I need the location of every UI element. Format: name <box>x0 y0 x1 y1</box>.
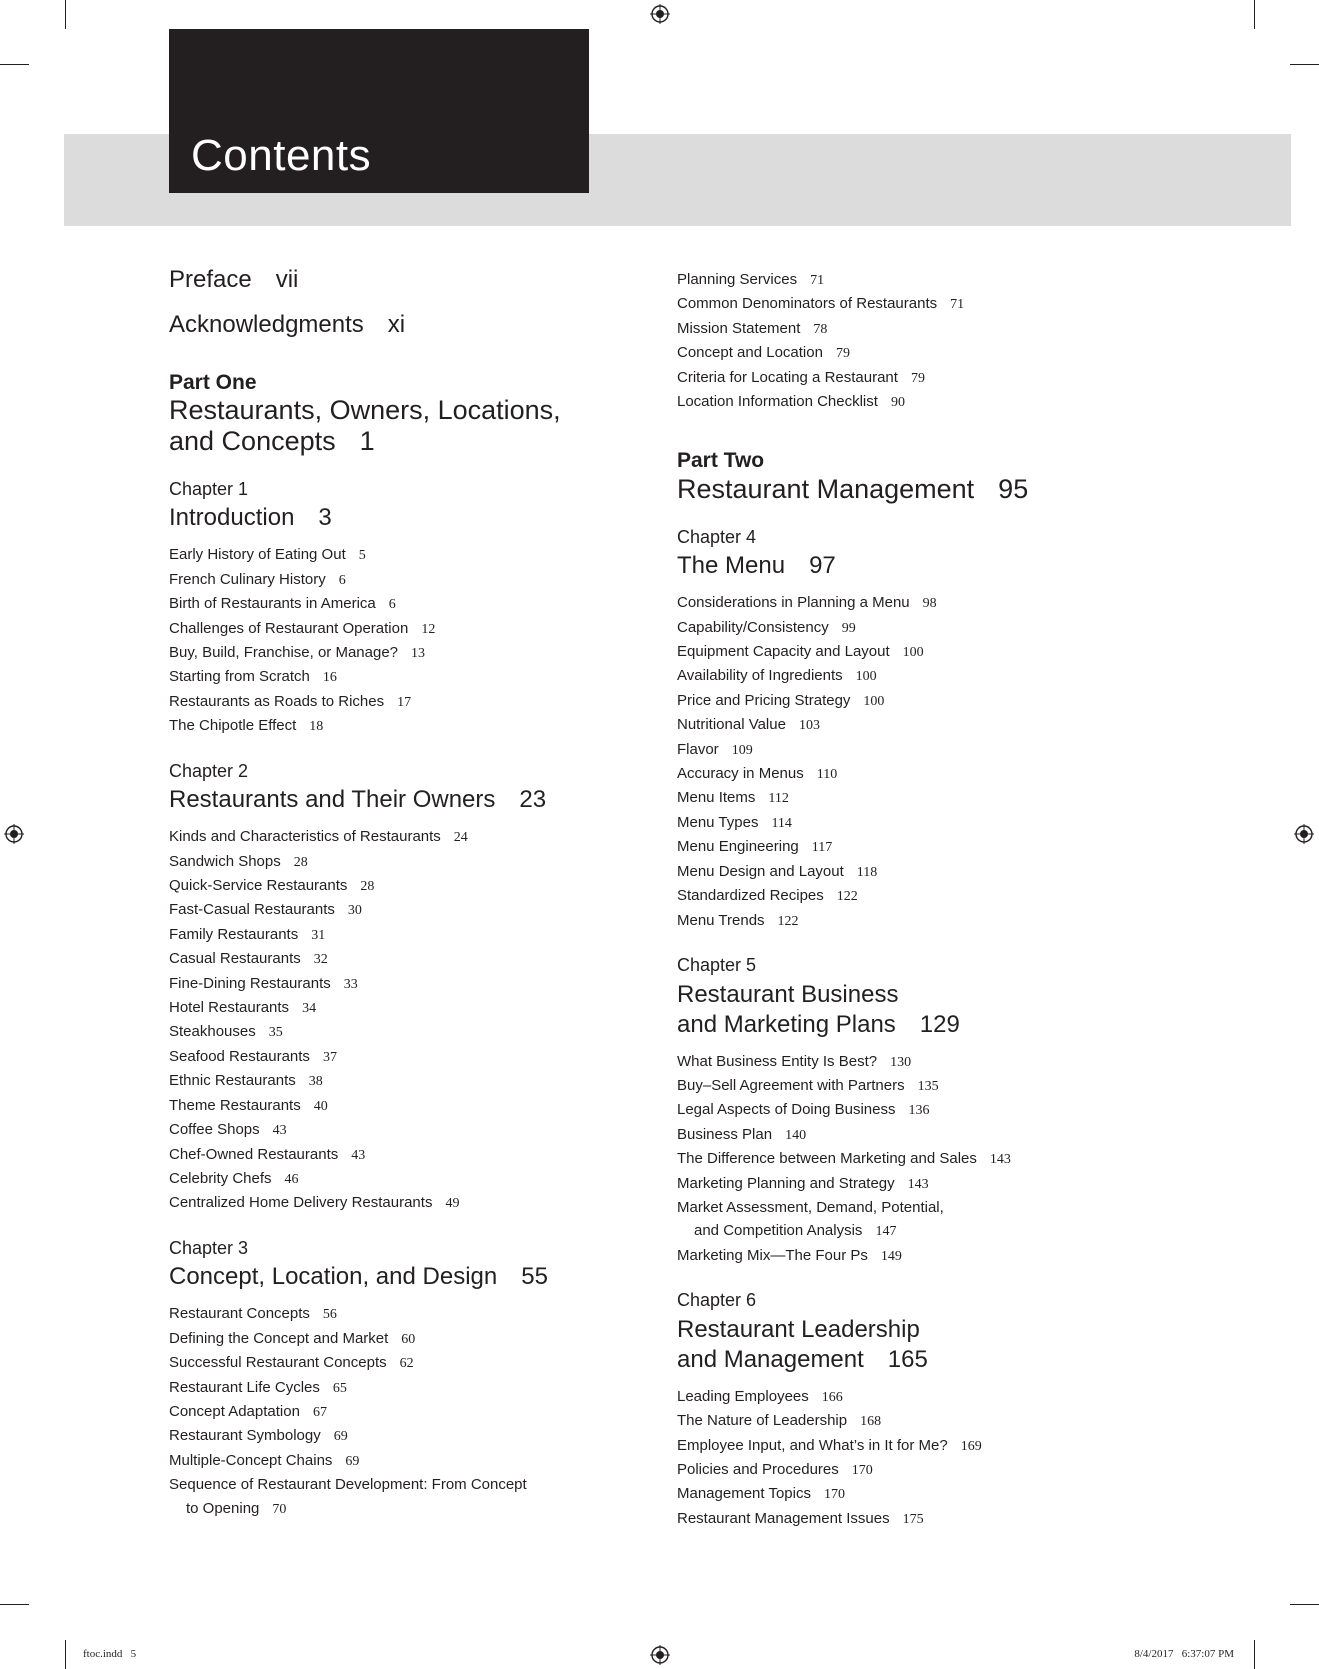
toc-entry-page: 109 <box>731 742 753 758</box>
toc-entry-title: Legal Aspects of Doing Business <box>677 1101 896 1119</box>
toc-entry-title: Nutritional Value <box>677 716 786 734</box>
toc-entry[interactable] <box>169 665 669 689</box>
toc-entry[interactable] <box>169 1167 669 1191</box>
toc-entry-page: 28 <box>360 879 375 895</box>
toc-entry-page: 18 <box>309 719 324 735</box>
toc-entry-title: The Chipotle Effect <box>169 717 297 735</box>
toc-entry-page: 90 <box>890 395 905 411</box>
toc-entry-title: Coffee Shops <box>169 1121 260 1139</box>
toc-entry-title: What Business Entity Is Best? <box>677 1052 878 1070</box>
toc-entry-title: Ethnic Restaurants <box>169 1072 296 1090</box>
toc-entry-title: Hotel Restaurants <box>169 999 290 1017</box>
chapter-title[interactable]: Concept, Location, and Design 55 <box>169 1263 548 1291</box>
toc-entry[interactable] <box>169 850 669 874</box>
toc-entry[interactable] <box>677 1098 1237 1122</box>
toc-entry-title: Availability of Ingredients <box>677 667 843 685</box>
toc-entry-page: 67 <box>312 1404 327 1420</box>
toc-entry[interactable] <box>677 664 1237 688</box>
toc-entry-title: and Competition Analysis <box>694 1222 863 1240</box>
toc-entry-title: Restaurant Life Cycles <box>169 1378 320 1396</box>
toc-entry-title: The Difference between Marketing and Sales <box>677 1150 977 1168</box>
toc-entry-page: 16 <box>322 670 337 686</box>
chapter-label: Chapter 4 <box>677 526 757 547</box>
toc-entry-page: 35 <box>268 1025 283 1041</box>
crop-mark <box>1290 64 1319 65</box>
toc-entry-page: 169 <box>960 1438 982 1454</box>
toc-entry[interactable] <box>677 390 1237 414</box>
toc-entry-page: 65 <box>332 1380 347 1396</box>
toc-entry-page: 136 <box>908 1103 930 1119</box>
toc-entry[interactable] <box>677 860 1237 884</box>
toc-entry-page: 175 <box>902 1511 924 1527</box>
toc-entry-page: 103 <box>798 718 820 734</box>
toc-entry[interactable] <box>677 1385 1237 1409</box>
toc-entry[interactable] <box>677 1482 1237 1506</box>
toc-front-matter-acknowledgments[interactable]: Acknowledgments xi <box>169 310 406 338</box>
toc-entry-title: Concept Adaptation <box>169 1402 300 1420</box>
toc-entry[interactable] <box>677 713 1237 737</box>
toc-entry[interactable] <box>677 616 1237 640</box>
toc-entry-title: Common Denominators of Restaurants <box>677 295 938 313</box>
footer-timestamp: 8/4/2017 6:37:07 PM <box>1134 1648 1234 1660</box>
toc-entry-page: 28 <box>293 854 308 870</box>
toc-entry[interactable] <box>169 1473 669 1496</box>
registration-mark-icon <box>650 1645 670 1665</box>
toc-entry-title: Accuracy in Menus <box>677 765 804 783</box>
toc-entry-page: 130 <box>890 1054 912 1070</box>
toc-entry-title: Capability/Consistency <box>677 618 829 636</box>
toc-entry[interactable] <box>169 568 669 592</box>
toc-entry[interactable] <box>677 1050 1237 1074</box>
toc-entry[interactable] <box>677 786 1237 810</box>
toc-entry[interactable] <box>169 1094 669 1118</box>
part-title[interactable]: Restaurants, Owners, Locations, and Concepts 1 <box>169 394 561 456</box>
toc-front-matter-preface[interactable]: Preface vii <box>169 266 299 293</box>
toc-entry[interactable] <box>677 762 1237 786</box>
toc-entry-title: Fine-Dining Restaurants <box>169 974 331 992</box>
toc-entry-title: Standardized Recipes <box>677 887 824 905</box>
chapter-label: Chapter 5 <box>677 954 757 975</box>
toc-entry[interactable] <box>677 591 1237 615</box>
toc-entry-title: Concept and Location <box>677 344 823 362</box>
chapter-title[interactable]: Restaurants and Their Owners 23 <box>169 786 547 814</box>
toc-entry[interactable] <box>169 1191 669 1215</box>
toc-entry-title: Equipment Capacity and Layout <box>677 643 890 661</box>
part-label: Part One <box>169 370 257 394</box>
toc-entry-page: 143 <box>907 1176 929 1192</box>
crop-mark <box>1254 0 1255 29</box>
toc-entry[interactable] <box>169 641 669 665</box>
toc-entry-page: 118 <box>856 864 878 880</box>
toc-entry[interactable] <box>169 1327 669 1351</box>
crop-mark <box>0 64 29 65</box>
toc-entry-title: Restaurant Management Issues <box>677 1509 890 1527</box>
toc-entry[interactable] <box>677 909 1237 933</box>
toc-entry-title: Marketing Planning and Strategy <box>677 1174 895 1192</box>
toc-entry-title: Restaurants as Roads to Riches <box>169 692 385 710</box>
toc-entry-title: Location Information Checklist <box>677 393 878 411</box>
toc-entry-page: 100 <box>902 645 924 661</box>
toc-entry[interactable] <box>677 640 1237 664</box>
toc-entry-page: 46 <box>284 1171 299 1187</box>
toc-entry-page: 32 <box>313 952 328 968</box>
toc-entry-page: 170 <box>851 1462 873 1478</box>
chapter-title[interactable]: The Menu 97 <box>677 552 836 580</box>
toc-entry-page: 143 <box>989 1152 1011 1168</box>
toc-entry[interactable] <box>169 1118 669 1142</box>
entry-list <box>169 543 669 738</box>
toc-entry-page: 166 <box>821 1389 843 1405</box>
toc-entry-title: Menu Trends <box>677 911 765 929</box>
toc-entry-title: French Culinary History <box>169 570 326 588</box>
toc-entry[interactable] <box>677 811 1237 835</box>
part-title[interactable]: Restaurant Management 95 <box>677 473 1029 504</box>
page-title: Contents <box>191 131 372 180</box>
crop-mark <box>1290 1604 1319 1605</box>
toc-entry[interactable] <box>677 1147 1237 1171</box>
toc-entry-title: The Nature of Leadership <box>677 1412 848 1430</box>
toc-entry-title: Challenges of Restaurant Operation <box>169 619 409 637</box>
crop-mark <box>65 0 66 29</box>
toc-entry-title: Menu Items <box>677 789 756 807</box>
toc-entry-title: Employee Input, and What’s in It for Me? <box>677 1436 948 1454</box>
toc-entry-page: 33 <box>343 976 358 992</box>
toc-entry-page: 6 <box>388 597 396 613</box>
crop-mark <box>65 1640 66 1669</box>
toc-entry-page: 60 <box>401 1331 416 1347</box>
toc-entry[interactable] <box>677 268 1237 292</box>
toc-entry[interactable] <box>169 825 669 849</box>
footer-filename: ftoc.indd 5 <box>83 1648 137 1660</box>
toc-entry-title: Seafood Restaurants <box>169 1047 310 1065</box>
toc-entry-page: 37 <box>322 1049 337 1065</box>
toc-entry-title: Starting from Scratch <box>169 668 310 686</box>
toc-entry[interactable] <box>677 1196 1237 1219</box>
toc-entry-title: Marketing Mix—The Four Ps <box>677 1246 868 1264</box>
toc-entry-page: 78 <box>813 321 828 337</box>
entry-list <box>169 1302 669 1521</box>
toc-entry-title: to Opening <box>186 1499 260 1517</box>
toc-entry[interactable] <box>169 898 669 922</box>
toc-entry-title: Steakhouses <box>169 1023 256 1041</box>
toc-entry[interactable] <box>169 1400 669 1424</box>
toc-entry-title: Business Plan <box>677 1125 773 1143</box>
toc-entry-title: Flavor <box>677 740 719 758</box>
toc-entry-page: 43 <box>272 1123 287 1139</box>
toc-entry[interactable] <box>169 1376 669 1400</box>
toc-entry[interactable] <box>169 1020 669 1044</box>
toc-entry-title: Centralized Home Delivery Restaurants <box>169 1194 433 1212</box>
toc-entry[interactable] <box>677 317 1237 341</box>
chapter-label: Chapter 1 <box>169 478 249 499</box>
toc-entry[interactable] <box>677 292 1237 316</box>
toc-entry[interactable] <box>677 1409 1237 1433</box>
toc-left-column <box>169 266 669 1521</box>
chapter-2 <box>169 761 669 1216</box>
chapter-6 <box>677 1290 1237 1531</box>
toc-entry[interactable] <box>677 341 1237 365</box>
toc-entry-page: 31 <box>311 927 326 943</box>
chapter-title[interactable]: Introduction 3 <box>169 504 332 532</box>
crop-mark <box>1254 1640 1255 1669</box>
toc-entry-page: 69 <box>345 1453 360 1469</box>
toc-entry[interactable] <box>169 947 669 971</box>
toc-entry[interactable] <box>169 996 669 1020</box>
part-label: Part Two <box>677 449 765 473</box>
toc-entry-title: Considerations in Planning a Menu <box>677 594 910 612</box>
toc-entry-page: 147 <box>875 1224 897 1240</box>
part-one <box>169 370 669 457</box>
toc-entry-page: 40 <box>313 1098 328 1114</box>
part-two <box>677 448 1237 504</box>
toc-entry-title: Casual Restaurants <box>169 950 301 968</box>
toc-entry[interactable] <box>169 1449 669 1473</box>
toc-entry-page: 71 <box>950 297 965 313</box>
toc-entry-page: 99 <box>841 620 856 636</box>
entry-list <box>677 591 1237 933</box>
toc-entry-title: Defining the Concept and Market <box>169 1329 389 1347</box>
toc-entry-page: 71 <box>810 273 825 288</box>
toc-entry-page: 140 <box>785 1127 807 1143</box>
toc-entry-page: 170 <box>823 1487 845 1503</box>
toc-entry-page: 135 <box>917 1078 939 1094</box>
toc-entry-title: Quick-Service Restaurants <box>169 877 348 895</box>
toc-entry[interactable] <box>677 1172 1237 1196</box>
toc-entry-page: 100 <box>863 693 885 709</box>
toc-entry-title: Policies and Procedures <box>677 1460 839 1478</box>
toc-entry-title: Fast-Casual Restaurants <box>169 901 335 919</box>
toc-entry[interactable] <box>677 689 1237 713</box>
toc-entry-page: 5 <box>358 548 366 564</box>
toc-entry-title: Leading Employees <box>677 1387 809 1405</box>
toc-entry-page: 17 <box>397 694 412 710</box>
toc-entry-page: 24 <box>453 830 468 846</box>
entry-list <box>677 268 1237 414</box>
chapter-4 <box>677 527 1237 933</box>
toc-entry-page: 70 <box>272 1501 287 1517</box>
toc-entry-title: Buy–Sell Agreement with Partners <box>677 1076 905 1094</box>
toc-entry-title: Birth of Restaurants in America <box>169 595 376 613</box>
toc-entry-title: Menu Design and Layout <box>677 862 844 880</box>
toc-entry-page: 30 <box>347 903 362 919</box>
toc-entry[interactable] <box>169 874 669 898</box>
toc-entry-page: 110 <box>816 767 838 783</box>
toc-entry[interactable] <box>169 972 669 996</box>
toc-entry-page: 122 <box>836 889 858 905</box>
toc-entry-page: 112 <box>768 791 789 807</box>
toc-entry-page: 117 <box>811 840 833 856</box>
toc-entry-page: 13 <box>411 646 426 661</box>
chapter-label: Chapter 2 <box>169 760 249 781</box>
toc-entry[interactable] <box>169 543 669 567</box>
toc-entry-title: Early History of Eating Out <box>169 546 346 564</box>
toc-entry-page: 98 <box>922 596 937 612</box>
toc-entry-page: 34 <box>302 1001 317 1017</box>
entry-list <box>169 825 669 1216</box>
toc-entry[interactable] <box>169 1143 669 1167</box>
chapter-5 <box>677 955 1237 1268</box>
toc-entry[interactable] <box>677 1458 1237 1482</box>
toc-entry-title: Restaurant Symbology <box>169 1427 321 1445</box>
toc-entry-page: 100 <box>855 669 877 685</box>
toc-entry-title: Family Restaurants <box>169 925 299 943</box>
toc-entry[interactable] <box>677 738 1237 762</box>
chapter-label: Chapter 3 <box>169 1237 249 1258</box>
chapter-label: Chapter 6 <box>677 1290 757 1311</box>
toc-entry-title: Menu Types <box>677 813 759 831</box>
toc-entry[interactable] <box>677 1507 1237 1531</box>
toc-entry-page: 62 <box>399 1356 414 1372</box>
toc-entry-title: Planning Services <box>677 271 798 288</box>
chapter-3 <box>169 1238 669 1521</box>
toc-entry[interactable] <box>677 884 1237 908</box>
toc-entry[interactable] <box>169 714 669 738</box>
toc-entry[interactable] <box>677 1123 1237 1147</box>
toc-entry-title: Market Assessment, Demand, Potential, <box>677 1198 944 1216</box>
toc-entry-page: 122 <box>777 913 799 929</box>
toc-entry-page: 149 <box>880 1248 902 1264</box>
registration-mark-icon <box>1294 824 1314 844</box>
toc-entry[interactable] <box>169 1497 669 1521</box>
entry-list <box>677 1050 1237 1269</box>
toc-entry-page: 49 <box>445 1196 460 1212</box>
registration-mark-icon <box>4 824 24 844</box>
toc-entry-title: Chef-Owned Restaurants <box>169 1145 339 1163</box>
toc-entry[interactable] <box>677 1074 1237 1098</box>
toc-entry-page: 56 <box>322 1307 337 1323</box>
entry-list <box>677 1385 1237 1531</box>
toc-entry-title: Buy, Build, Franchise, or Manage? <box>169 644 399 661</box>
toc-entry[interactable] <box>169 1069 669 1093</box>
chapter-1 <box>169 479 669 739</box>
toc-entry-title: Sequence of Restaurant Development: From Concept <box>169 1476 527 1494</box>
toc-entry-title: Theme Restaurants <box>169 1096 301 1114</box>
toc-entry-title: Mission Statement <box>677 319 801 337</box>
toc-entry-title: Price and Pricing Strategy <box>677 691 851 709</box>
toc-entry[interactable] <box>677 835 1237 859</box>
toc-entry-page: 69 <box>333 1429 348 1445</box>
toc-entry[interactable] <box>169 1045 669 1069</box>
toc-entry[interactable] <box>169 923 669 947</box>
toc-entry-title: Management Topics <box>677 1485 811 1503</box>
toc-entry-page: 79 <box>910 370 925 386</box>
toc-entry-title: Criteria for Locating a Restaurant <box>677 368 898 386</box>
toc-entry-title: Sandwich Shops <box>169 852 281 870</box>
toc-entry[interactable] <box>169 617 669 641</box>
toc-right-column <box>677 268 1237 1531</box>
toc-entry-page: 6 <box>338 572 346 588</box>
toc-entry-page: 79 <box>835 346 850 362</box>
toc-entry-page: 12 <box>421 621 436 637</box>
toc-entry-title: Kinds and Characteristics of Restaurants <box>169 828 441 846</box>
toc-entry-title: Successful Restaurant Concepts <box>169 1354 387 1372</box>
toc-entry[interactable] <box>169 1351 669 1375</box>
toc-entry-page: 168 <box>860 1414 882 1430</box>
toc-entry-title: Menu Engineering <box>677 838 799 856</box>
toc-entry[interactable] <box>677 1434 1237 1458</box>
toc-entry[interactable] <box>169 592 669 616</box>
toc-entry[interactable] <box>169 690 669 714</box>
toc-entry-page: 114 <box>771 815 792 831</box>
toc-entry[interactable] <box>677 1219 1237 1243</box>
registration-mark-icon <box>650 4 670 24</box>
toc-entry[interactable] <box>169 1302 669 1326</box>
toc-entry-page: 43 <box>351 1147 366 1163</box>
crop-mark <box>0 1604 29 1605</box>
toc-entry[interactable] <box>677 1244 1237 1268</box>
toc-entry-title: Celebrity Chefs <box>169 1169 272 1187</box>
toc-entry-title: Multiple-Concept Chains <box>169 1451 333 1469</box>
toc-entry-title: Restaurant Concepts <box>169 1305 310 1323</box>
toc-entry[interactable] <box>677 366 1237 390</box>
toc-entry-page: 38 <box>308 1074 323 1090</box>
chapter-title[interactable]: Restaurant Leadership and Management 165 <box>677 1315 928 1373</box>
toc-entry[interactable] <box>169 1424 669 1448</box>
title-box <box>169 29 589 193</box>
chapter-title[interactable]: Restaurant Business and Marketing Plans 129 <box>677 980 960 1038</box>
